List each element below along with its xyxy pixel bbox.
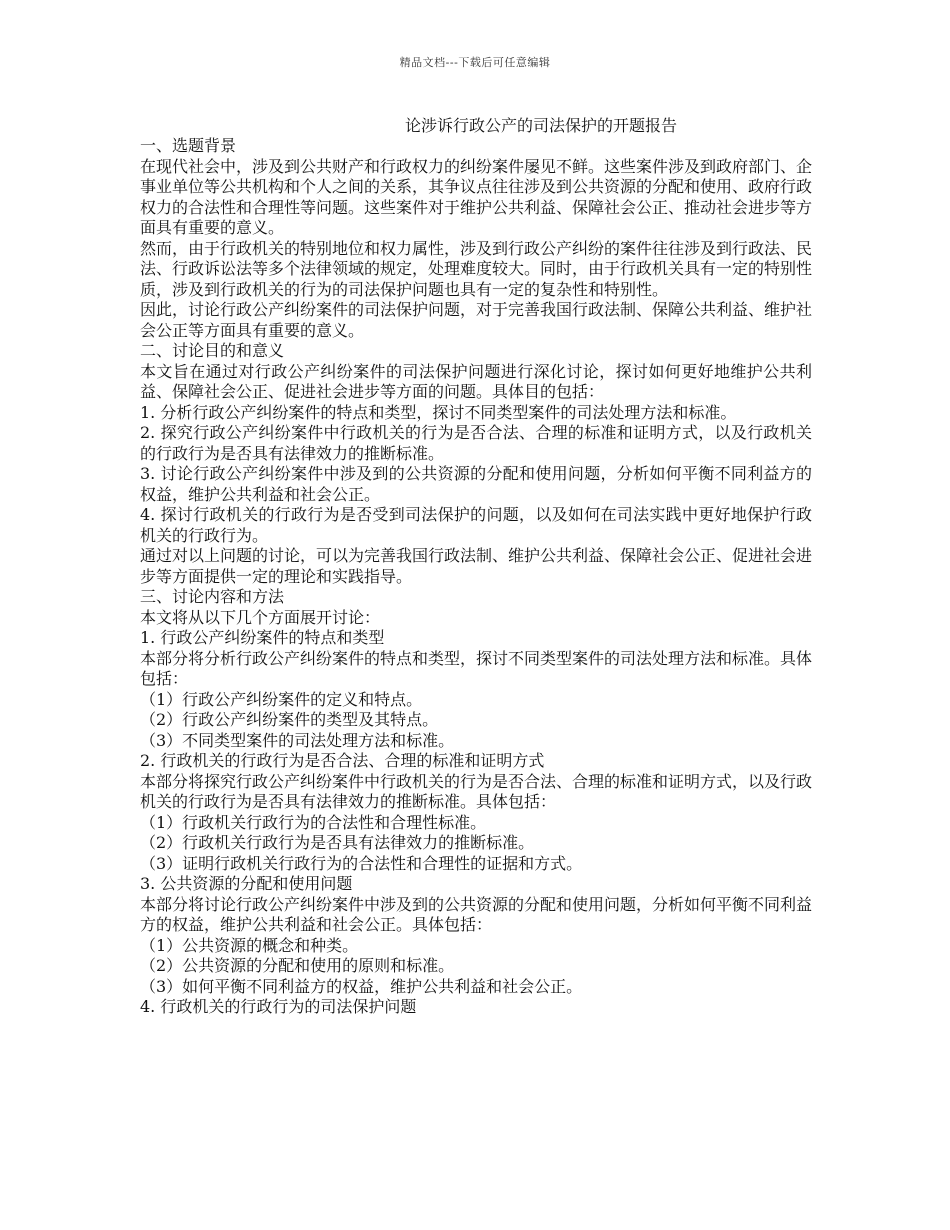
list-item: （3）不同类型案件的司法处理方法和标准。	[140, 730, 455, 750]
list-item: （3）如何平衡不同利益方的权益，维护公共利益和社会公正。	[140, 976, 583, 996]
list-item: 3. 讨论行政公产纠纷案件中涉及到的公共资源的分配和使用问题，分析如何平衡不同利益方的权益，维护公共利益和社会公正。	[140, 464, 812, 504]
paragraph: 本文旨在通过对行政公产纠纷案件的司法保护问题进行深化讨论，探讨如何更好地维护公共利益、保障社会公正、促进社会进步等方面的问题。具体目的包括：	[140, 361, 812, 401]
section-heading-purpose: 二、讨论目的和意义	[140, 341, 285, 360]
paragraph: 通过对以上问题的讨论，可以为完善我国行政法制、维护公共利益、保障社会公正、促进社会进步等方面提供一定的理论和实践指导。	[140, 546, 813, 586]
list-item: （1）公共资源的概念和种类。	[140, 935, 359, 955]
document-title: 论涉诉行政公产的司法保护的开题报告	[404, 116, 677, 135]
list-item: 2. 探究行政公产纠纷案件中行政机关的行为是否合法、合理的标准和证明方式，以及行政机关的行政行为是否具有法律效力的推断标准。	[140, 423, 812, 463]
page-header: 精品文档---下载后可任意编辑	[399, 56, 551, 69]
list-item: （1）行政机关行政行为的合法性和合理性标准。	[140, 812, 487, 832]
list-item: （2）公共资源的分配和使用的原则和标准。	[140, 956, 455, 975]
list-item: 1. 分析行政公产纠纷案件的特点和类型，探讨不同类型案件的司法处理方法和标准。	[140, 402, 737, 422]
paragraph: 本部分将分析行政公产纠纷案件的特点和类型，探讨不同类型案件的司法处理方法和标准。具体包括：	[140, 648, 813, 688]
paragraph: 然而，由于行政机关的特别地位和权力属性，涉及到行政公产纠纷的案件往往涉及到行政法、民法、行政诉讼法等多个法律领域的规定，处理难度较大。同时，由于行政机关具有一定的特别性质，涉及到行政机关的行为的司法保护问题也具有一定的复杂性和特别性。	[140, 238, 813, 299]
list-item: 4. 探讨行政机关的行政行为是否受到司法保护的问题，以及如何在司法实践中更好地保护行政机关的行政行为。	[140, 505, 812, 545]
subsection-heading: 3. 公共资源的分配和使用问题	[140, 874, 353, 893]
paragraph: 本部分将讨论行政公产纠纷案件中涉及到的公共资源的分配和使用问题，分析如何平衡不同利益方的权益，维护公共利益和社会公正。具体包括：	[140, 894, 813, 934]
document-body	[140, 116, 812, 1018]
paragraph: 在现代社会中，涉及到公共财产和行政权力的纠纷案件屡见不鲜。这些案件涉及到政府部门、企事业单位等公共机构和个人之间的关系，其争议点往往涉及到公共资源的分配和使用、政府行政权力的合法性和合理性等问题。这些案件对于维护公共利益、保障社会公正、推动社会进步等方面具有重要的意义。	[140, 156, 813, 237]
list-item: （2）行政公产纠纷案件的类型及其特点。	[140, 710, 439, 729]
list-item: （3）证明行政机关行政行为的合法性和合理性的证据和方式。	[140, 853, 583, 873]
list-item: （2）行政机关行政行为是否具有法律效力的推断标准。	[140, 833, 535, 852]
subsection-heading: 4. 行政机关的行政行为的司法保护问题	[140, 997, 417, 1016]
list-item: （1）行政公产纠纷案件的定义和特点。	[140, 689, 423, 709]
paragraph: 因此，讨论行政公产纠纷案件的司法保护问题，对于完善我国行政法制、保障公共利益、维护社会公正等方面具有重要的意义。	[140, 300, 813, 340]
paragraph: 本部分将探究行政公产纠纷案件中行政机关的行为是否合法、合理的标准和证明方式，以及行政机关的行政行为是否具有法律效力的推断标准。具体包括：	[140, 771, 813, 811]
subsection-heading: 2. 行政机关的行政行为是否合法、合理的标准和证明方式	[140, 751, 545, 770]
paragraph: 本文将从以下几个方面展开讨论：	[140, 607, 381, 627]
section-heading-background: 一、选题背景	[140, 136, 237, 155]
section-heading-content: 三、讨论内容和方法	[140, 587, 285, 606]
subsection-heading: 1. 行政公产纠纷案件的特点和类型	[140, 628, 385, 647]
